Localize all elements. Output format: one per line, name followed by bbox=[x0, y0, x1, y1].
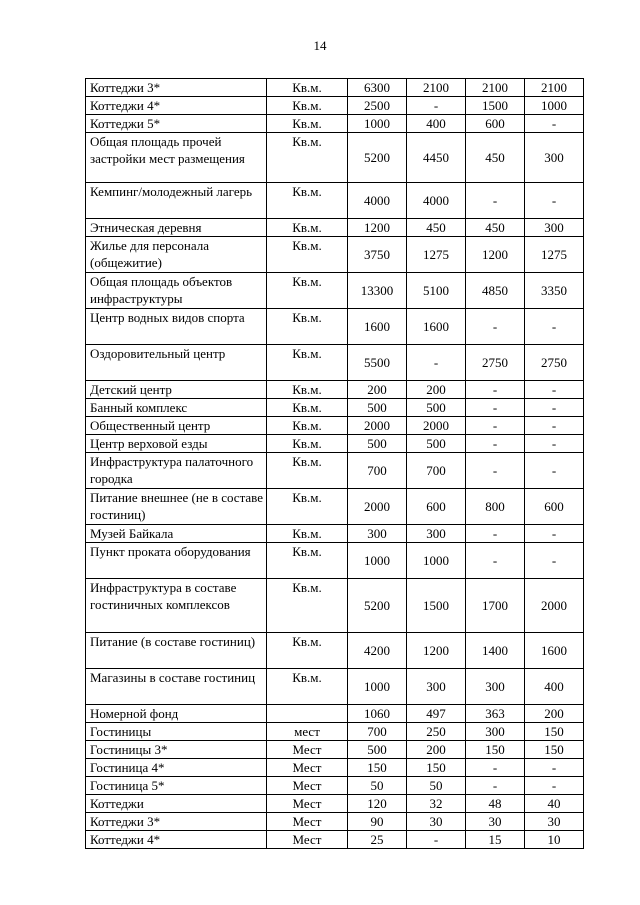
table-row bbox=[86, 79, 584, 97]
row-value-cell: - bbox=[525, 399, 584, 417]
row-value-cell: 1500 bbox=[407, 579, 466, 633]
row-value-cell: 2750 bbox=[466, 345, 525, 381]
row-name-cell: Центр верховой езды bbox=[86, 435, 267, 453]
row-value-cell: 3350 bbox=[525, 273, 584, 309]
row-name-cell: Коттеджи bbox=[86, 795, 267, 813]
table-row bbox=[86, 219, 584, 237]
row-name-cell: Общая площадь прочей застройки мест размещения bbox=[86, 133, 267, 183]
row-value-cell: 300 bbox=[525, 133, 584, 183]
row-value-cell: - bbox=[525, 115, 584, 133]
row-value-cell: 4200 bbox=[348, 633, 407, 669]
row-name-cell: Инфраструктура в составе гостиничных комплексов bbox=[86, 579, 267, 633]
row-value-cell: 1000 bbox=[407, 543, 466, 579]
row-value-cell: 150 bbox=[466, 741, 525, 759]
table-row bbox=[86, 777, 584, 795]
row-value-cell: 30 bbox=[407, 813, 466, 831]
row-value-cell: 450 bbox=[407, 219, 466, 237]
row-value-cell: 200 bbox=[407, 741, 466, 759]
row-name-cell: Общественный центр bbox=[86, 417, 267, 435]
row-value-cell: 800 bbox=[466, 489, 525, 525]
row-unit-cell: Кв.м. bbox=[267, 115, 348, 133]
row-value-cell: 1600 bbox=[407, 309, 466, 345]
row-unit-cell: Мест bbox=[267, 759, 348, 777]
row-value-cell: 2100 bbox=[407, 79, 466, 97]
row-value-cell: 6300 bbox=[348, 79, 407, 97]
row-value-cell: 250 bbox=[407, 723, 466, 741]
row-value-cell: 50 bbox=[348, 777, 407, 795]
row-unit-cell: Кв.м. bbox=[267, 97, 348, 115]
row-value-cell: 200 bbox=[525, 705, 584, 723]
row-value-cell: - bbox=[525, 435, 584, 453]
row-value-cell: - bbox=[466, 777, 525, 795]
row-value-cell: 15 bbox=[466, 831, 525, 849]
table-row bbox=[86, 741, 584, 759]
row-value-cell: - bbox=[466, 309, 525, 345]
table-row bbox=[86, 399, 584, 417]
table-row bbox=[86, 723, 584, 741]
row-value-cell: 1000 bbox=[348, 115, 407, 133]
row-value-cell: 700 bbox=[407, 453, 466, 489]
row-value-cell: 4450 bbox=[407, 133, 466, 183]
table-row bbox=[86, 489, 584, 525]
row-value-cell: 300 bbox=[348, 525, 407, 543]
row-value-cell: - bbox=[407, 345, 466, 381]
row-value-cell: - bbox=[525, 381, 584, 399]
row-value-cell: 1000 bbox=[348, 669, 407, 705]
row-value-cell: 400 bbox=[407, 115, 466, 133]
row-value-cell: 150 bbox=[525, 741, 584, 759]
row-unit-cell: Кв.м. bbox=[267, 219, 348, 237]
table-row bbox=[86, 381, 584, 399]
row-value-cell: - bbox=[466, 399, 525, 417]
row-value-cell: 300 bbox=[407, 669, 466, 705]
table-row bbox=[86, 633, 584, 669]
row-value-cell: - bbox=[407, 831, 466, 849]
data-table bbox=[85, 78, 584, 849]
row-name-cell: Магазины в составе гостиниц bbox=[86, 669, 267, 705]
row-value-cell: 600 bbox=[466, 115, 525, 133]
row-unit-cell: Кв.м. bbox=[267, 525, 348, 543]
row-unit-cell: Мест bbox=[267, 777, 348, 795]
row-value-cell: 1000 bbox=[525, 97, 584, 115]
row-value-cell: 90 bbox=[348, 813, 407, 831]
row-unit-cell: Кв.м. bbox=[267, 309, 348, 345]
row-value-cell: 700 bbox=[348, 723, 407, 741]
row-value-cell: - bbox=[407, 97, 466, 115]
row-value-cell: - bbox=[525, 543, 584, 579]
row-value-cell: - bbox=[525, 525, 584, 543]
row-value-cell: 300 bbox=[525, 219, 584, 237]
row-value-cell: 600 bbox=[407, 489, 466, 525]
row-value-cell: 4000 bbox=[348, 183, 407, 219]
row-unit-cell: Кв.м. bbox=[267, 543, 348, 579]
row-value-cell: 1500 bbox=[466, 97, 525, 115]
row-value-cell: - bbox=[466, 543, 525, 579]
row-name-cell: Общая площадь объектов инфраструктуры bbox=[86, 273, 267, 309]
page-number: 14 bbox=[313, 38, 327, 53]
row-value-cell: - bbox=[466, 525, 525, 543]
row-value-cell: 40 bbox=[525, 795, 584, 813]
row-value-cell: - bbox=[525, 417, 584, 435]
row-unit-cell: Кв.м. bbox=[267, 273, 348, 309]
table-row bbox=[86, 795, 584, 813]
table-row bbox=[86, 453, 584, 489]
row-unit-cell: Кв.м. bbox=[267, 345, 348, 381]
row-value-cell: - bbox=[466, 381, 525, 399]
table-row bbox=[86, 309, 584, 345]
row-value-cell: 500 bbox=[407, 435, 466, 453]
table-row bbox=[86, 525, 584, 543]
row-name-cell: Центр водных видов спорта bbox=[86, 309, 267, 345]
row-value-cell: 1000 bbox=[348, 543, 407, 579]
row-value-cell: 1200 bbox=[466, 237, 525, 273]
row-unit-cell: Кв.м. bbox=[267, 435, 348, 453]
table-row bbox=[86, 133, 584, 183]
row-value-cell: 150 bbox=[525, 723, 584, 741]
table-row bbox=[86, 183, 584, 219]
row-unit-cell: Кв.м. bbox=[267, 133, 348, 183]
table-row bbox=[86, 543, 584, 579]
row-value-cell: 5200 bbox=[348, 579, 407, 633]
row-value-cell: 497 bbox=[407, 705, 466, 723]
row-unit-cell: Мест bbox=[267, 831, 348, 849]
row-value-cell: 10 bbox=[525, 831, 584, 849]
row-name-cell: Жилье для персонала (общежитие) bbox=[86, 237, 267, 273]
row-value-cell: 600 bbox=[525, 489, 584, 525]
row-value-cell: 500 bbox=[348, 741, 407, 759]
row-value-cell: 1275 bbox=[407, 237, 466, 273]
row-value-cell: 1700 bbox=[466, 579, 525, 633]
row-value-cell: 1200 bbox=[407, 633, 466, 669]
table-row bbox=[86, 273, 584, 309]
row-name-cell: Музей Байкала bbox=[86, 525, 267, 543]
row-value-cell: 450 bbox=[466, 219, 525, 237]
row-value-cell: 2100 bbox=[525, 79, 584, 97]
table-body bbox=[86, 79, 584, 849]
row-value-cell: 4850 bbox=[466, 273, 525, 309]
row-name-cell: Инфраструктура палаточного городка bbox=[86, 453, 267, 489]
row-unit-cell: Мест bbox=[267, 795, 348, 813]
row-value-cell: 5500 bbox=[348, 345, 407, 381]
row-unit-cell bbox=[267, 705, 348, 723]
row-value-cell: 150 bbox=[407, 759, 466, 777]
table-row bbox=[86, 579, 584, 633]
row-value-cell: 200 bbox=[407, 381, 466, 399]
row-name-cell: Коттеджи 4* bbox=[86, 97, 267, 115]
table-row bbox=[86, 669, 584, 705]
row-value-cell: - bbox=[466, 759, 525, 777]
row-value-cell: 3750 bbox=[348, 237, 407, 273]
row-name-cell: Номерной фонд bbox=[86, 705, 267, 723]
row-value-cell: - bbox=[525, 759, 584, 777]
row-value-cell: 13300 bbox=[348, 273, 407, 309]
row-value-cell: 2000 bbox=[407, 417, 466, 435]
row-name-cell: Коттеджи 3* bbox=[86, 813, 267, 831]
row-value-cell: 500 bbox=[348, 435, 407, 453]
row-value-cell: 2500 bbox=[348, 97, 407, 115]
row-value-cell: 500 bbox=[407, 399, 466, 417]
table-row bbox=[86, 705, 584, 723]
table-row bbox=[86, 97, 584, 115]
row-value-cell: 700 bbox=[348, 453, 407, 489]
row-unit-cell: Кв.м. bbox=[267, 399, 348, 417]
row-value-cell: 1600 bbox=[348, 309, 407, 345]
row-unit-cell: Кв.м. bbox=[267, 453, 348, 489]
row-value-cell: 2750 bbox=[525, 345, 584, 381]
row-value-cell: 300 bbox=[466, 669, 525, 705]
row-name-cell: Банный комплекс bbox=[86, 399, 267, 417]
row-name-cell: Гостиницы bbox=[86, 723, 267, 741]
row-value-cell: 500 bbox=[348, 399, 407, 417]
row-value-cell: 5200 bbox=[348, 133, 407, 183]
row-unit-cell: Кв.м. bbox=[267, 633, 348, 669]
row-value-cell: - bbox=[525, 453, 584, 489]
table-row bbox=[86, 831, 584, 849]
row-value-cell: - bbox=[466, 183, 525, 219]
row-value-cell: 300 bbox=[407, 525, 466, 543]
row-name-cell: Коттеджи 3* bbox=[86, 79, 267, 97]
row-unit-cell: Кв.м. bbox=[267, 237, 348, 273]
row-value-cell: 48 bbox=[466, 795, 525, 813]
row-value-cell: - bbox=[466, 417, 525, 435]
table-row bbox=[86, 417, 584, 435]
row-name-cell: Питание внешнее (не в составе гостиниц) bbox=[86, 489, 267, 525]
row-unit-cell: Кв.м. bbox=[267, 381, 348, 399]
row-unit-cell: Кв.м. bbox=[267, 669, 348, 705]
row-value-cell: 30 bbox=[466, 813, 525, 831]
row-value-cell: - bbox=[525, 183, 584, 219]
row-value-cell: 2000 bbox=[348, 417, 407, 435]
row-name-cell: Оздоровительный центр bbox=[86, 345, 267, 381]
row-value-cell: 300 bbox=[466, 723, 525, 741]
row-name-cell: Гостиницы 3* bbox=[86, 741, 267, 759]
table-row bbox=[86, 435, 584, 453]
row-value-cell: 400 bbox=[525, 669, 584, 705]
row-value-cell: - bbox=[466, 453, 525, 489]
row-value-cell: 363 bbox=[466, 705, 525, 723]
row-value-cell: 2000 bbox=[348, 489, 407, 525]
row-name-cell: Детский центр bbox=[86, 381, 267, 399]
row-value-cell: 25 bbox=[348, 831, 407, 849]
row-name-cell: Коттеджи 4* bbox=[86, 831, 267, 849]
row-name-cell: Этническая деревня bbox=[86, 219, 267, 237]
row-value-cell: 30 bbox=[525, 813, 584, 831]
row-value-cell: 2100 bbox=[466, 79, 525, 97]
row-value-cell: - bbox=[525, 777, 584, 795]
table-row bbox=[86, 759, 584, 777]
row-value-cell: 2000 bbox=[525, 579, 584, 633]
row-value-cell: 150 bbox=[348, 759, 407, 777]
row-value-cell: - bbox=[525, 309, 584, 345]
row-unit-cell: Кв.м. bbox=[267, 489, 348, 525]
row-name-cell: Коттеджи 5* bbox=[86, 115, 267, 133]
row-value-cell: 32 bbox=[407, 795, 466, 813]
row-value-cell: 120 bbox=[348, 795, 407, 813]
row-value-cell: 1200 bbox=[348, 219, 407, 237]
row-value-cell: 200 bbox=[348, 381, 407, 399]
row-unit-cell: Мест bbox=[267, 813, 348, 831]
row-value-cell: 1600 bbox=[525, 633, 584, 669]
row-value-cell: 50 bbox=[407, 777, 466, 795]
table-row bbox=[86, 115, 584, 133]
row-value-cell: 5100 bbox=[407, 273, 466, 309]
row-unit-cell: Мест bbox=[267, 741, 348, 759]
row-value-cell: 4000 bbox=[407, 183, 466, 219]
table-row bbox=[86, 813, 584, 831]
row-value-cell: - bbox=[466, 435, 525, 453]
row-value-cell: 1275 bbox=[525, 237, 584, 273]
row-unit-cell: Кв.м. bbox=[267, 579, 348, 633]
row-unit-cell: мест bbox=[267, 723, 348, 741]
row-unit-cell: Кв.м. bbox=[267, 417, 348, 435]
row-name-cell: Гостиница 4* bbox=[86, 759, 267, 777]
row-value-cell: 1400 bbox=[466, 633, 525, 669]
row-value-cell: 1060 bbox=[348, 705, 407, 723]
row-unit-cell: Кв.м. bbox=[267, 183, 348, 219]
row-value-cell: 450 bbox=[466, 133, 525, 183]
row-name-cell: Кемпинг/молодежный лагерь bbox=[86, 183, 267, 219]
row-name-cell: Питание (в составе гостиниц) bbox=[86, 633, 267, 669]
table-row bbox=[86, 237, 584, 273]
row-unit-cell: Кв.м. bbox=[267, 79, 348, 97]
table-row bbox=[86, 345, 584, 381]
row-name-cell: Гостиница 5* bbox=[86, 777, 267, 795]
row-name-cell: Пункт проката оборудования bbox=[86, 543, 267, 579]
